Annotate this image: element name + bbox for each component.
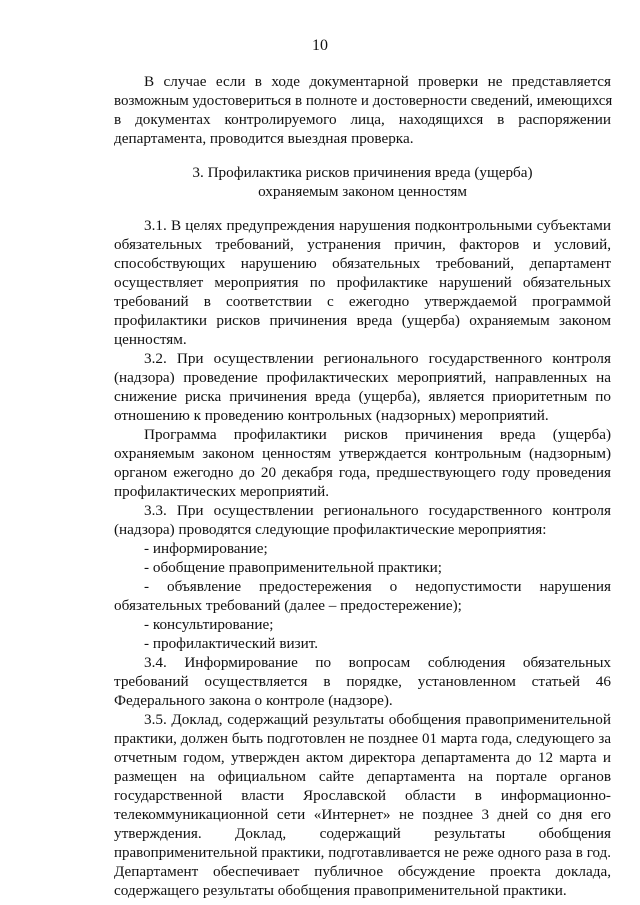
- list-item: - информирование;: [144, 540, 268, 557]
- text-line: практики, должен быть подготовлен не позднее 01 марта года, следующего за: [114, 731, 611, 747]
- text-line: профилактики рисков причинения вреда (ущерба) охраняемым законом: [114, 312, 611, 329]
- text-line: правоприменительной практики, подготавливается не реже одного раза в год.: [114, 845, 611, 861]
- text-line: Программа профилактики рисков причинения вреда (ущерба): [144, 426, 611, 443]
- text-line: В случае если в ходе документарной проверки не представляется: [144, 73, 611, 90]
- page-number: 10: [312, 37, 328, 54]
- list-item: - объявление предостережения о недопустимости нарушения: [144, 578, 611, 595]
- text-line: Федерального закона о контроле (надзоре).: [114, 692, 393, 709]
- text-line: государственной власти Ярославской области в информационно-: [114, 787, 611, 804]
- text-line: телекоммуникационной сети «Интернет» не позднее 3 дней со дня его: [114, 806, 611, 823]
- text-line: размещен на официальном сайте департамента на портале органов: [114, 768, 611, 785]
- text-line: утверждения. Доклад, содержащий результаты обобщения: [114, 825, 611, 842]
- text-line: в документах контролируемого лица, находящихся в распоряжении: [114, 111, 611, 128]
- list-item: - профилактический визит.: [144, 635, 319, 652]
- text-line: 3.1. В целях предупреждения нарушения подконтрольными субъектами: [144, 217, 611, 234]
- section-title-line: 3. Профилактика рисков причинения вреда (ущерба): [192, 164, 533, 181]
- text-line: Департамент обеспечивает публичное обсуждение проекта доклада,: [114, 863, 611, 880]
- text-line: департамента, проводится выездная проверка.: [114, 130, 414, 147]
- text-line: снижение риска причинения вреда (ущерба), является приоритетным по: [114, 388, 611, 405]
- text-line: охраняемым законом ценностям утверждается контрольным (надзорным): [114, 445, 611, 462]
- list-item: - консультирование;: [144, 616, 274, 633]
- text-line: отношению к проведению контрольных (надзорных) мероприятий.: [114, 407, 549, 424]
- text-line: требований в соответствии с ежегодно утверждаемой программой: [114, 293, 611, 310]
- text-line: требований осуществляется в порядке, установленном статьей 46: [114, 673, 611, 690]
- text-line: 3.5. Доклад, содержащий результаты обобщения правоприменительной: [144, 711, 611, 728]
- text-line: 3.4. Информирование по вопросам соблюдения обязательных: [144, 654, 611, 671]
- text-line: 3.2. При осуществлении регионального государственного контроля: [144, 350, 611, 367]
- text-line: (надзора) проводятся следующие профилактические мероприятия:: [114, 521, 547, 538]
- list-item: - обобщение правоприменительной практики;: [144, 559, 442, 576]
- text-line: возможным удостовериться в полноте и достоверности сведений, имеющихся: [114, 93, 613, 109]
- text-line: способствующих нарушению обязательных требований, департамент: [114, 255, 611, 272]
- section-title-line: охраняемым законом ценностям: [258, 183, 467, 200]
- text-line: 3.3. При осуществлении регионального государственного контроля: [144, 502, 611, 519]
- list-item-continuation: обязательных требований (далее – предостережение);: [114, 597, 462, 614]
- text-line: отчетным годом, утвержден актом директора департамента до 12 марта и: [114, 749, 611, 766]
- text-line: органом ежегодно до 20 декабря года, предшествующего году проведения: [114, 464, 611, 481]
- text-line: ценностям.: [114, 331, 187, 348]
- text-line: (надзора) проведение профилактических мероприятий, направленных на: [114, 369, 611, 386]
- text-line: профилактических мероприятий.: [114, 483, 330, 500]
- text-line: осуществляет мероприятия по профилактике нарушений обязательных: [114, 274, 611, 291]
- text-line: содержащего результаты обобщения правоприменительной практики.: [114, 882, 567, 899]
- text-line: обязательных требований, устранения причин, факторов и условий,: [114, 236, 611, 253]
